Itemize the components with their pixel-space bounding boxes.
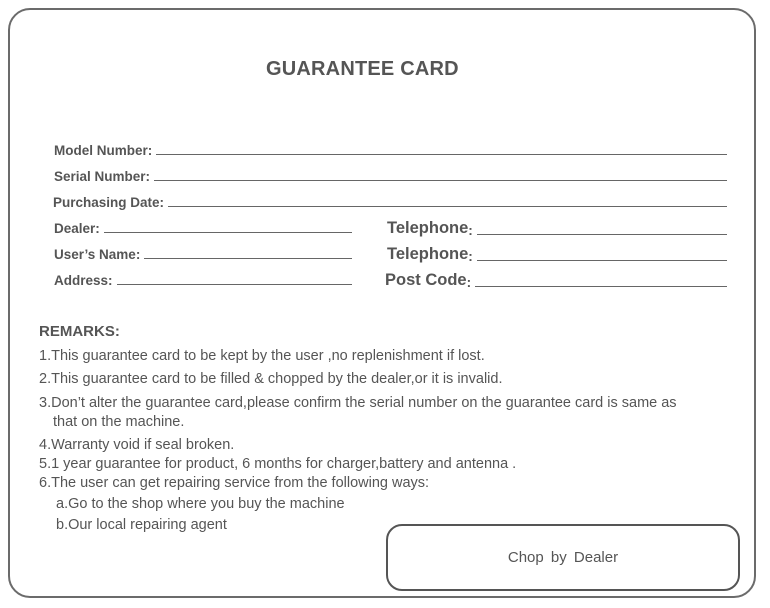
- purchasing-date-line[interactable]: [168, 206, 727, 207]
- model-number-line[interactable]: [156, 154, 727, 155]
- serial-number-line[interactable]: [154, 180, 727, 181]
- remark-item-5: 5.1 year guarantee for product, 6 months for charger,battery and antenna .: [39, 456, 517, 472]
- remark-item-6: 6.The user can get repairing service from the following ways:: [39, 475, 430, 491]
- telephone-field-2: [387, 245, 727, 264]
- model-number-label: Model Number: [54, 143, 148, 158]
- telephone-colon-1: :: [468, 223, 473, 238]
- remarks-heading: REMARKS:: [39, 323, 120, 340]
- card-title: GUARANTEE CARD: [266, 58, 459, 80]
- users-name-line[interactable]: [144, 258, 352, 259]
- dealer-line[interactable]: [104, 232, 352, 233]
- serial-number-label: Serial Number: [54, 169, 146, 184]
- model-number-colon: :: [147, 143, 153, 158]
- purchasing-date-field: [53, 195, 727, 210]
- model-number-field: [54, 143, 727, 158]
- dealer-colon: :: [95, 221, 100, 236]
- post-code-colon: :: [466, 275, 472, 290]
- remark-item-1: 1.This guarantee card to be kept by the user ,no replenishment if lost.: [39, 348, 485, 364]
- purchasing-date-label: Purchasing Date: [53, 195, 160, 210]
- remark-item-3-continued: that on the machine.: [53, 414, 185, 430]
- serial-number-colon: :: [145, 169, 151, 184]
- serial-number-field: [54, 169, 727, 184]
- remark-item-2: 2.This guarantee card to be filled & chopped by the dealer,or it is invalid.: [39, 371, 503, 387]
- dealer-label: Dealer: [54, 221, 96, 236]
- telephone-label-1: Telephone: [387, 219, 469, 237]
- purchasing-date-colon: :: [159, 195, 165, 210]
- chop-label: Chop by Dealer: [507, 549, 619, 566]
- post-code-label: Post Code: [385, 271, 467, 289]
- remark-item-4: 4.Warranty void if seal broken.: [39, 437, 235, 453]
- address-colon: :: [108, 273, 113, 288]
- address-line[interactable]: [117, 284, 352, 285]
- post-code-line[interactable]: [475, 286, 727, 287]
- telephone-label-2: Telephone: [387, 245, 469, 263]
- telephone-line-2[interactable]: [477, 260, 727, 261]
- users-name-colon: :: [135, 247, 141, 262]
- dealer-field: [54, 221, 352, 236]
- telephone-field-1: [387, 219, 727, 238]
- address-label: Address: [54, 273, 109, 288]
- telephone-colon-2: :: [468, 249, 473, 264]
- users-name-field: [54, 247, 352, 262]
- dealer-chop-box: [386, 524, 740, 591]
- remark-item-3: 3.Don’t alter the guarantee card,please confirm the serial number on the guarantee card is same as: [39, 395, 677, 411]
- remark-sub-item-b: b.Our local repairing agent: [56, 517, 227, 533]
- address-field: [54, 273, 352, 288]
- users-name-label: User’s Name: [54, 247, 136, 262]
- remark-sub-item-a: a.Go to the shop where you buy the machine: [56, 496, 345, 512]
- post-code-field: [385, 271, 727, 290]
- telephone-line-1[interactable]: [477, 234, 727, 235]
